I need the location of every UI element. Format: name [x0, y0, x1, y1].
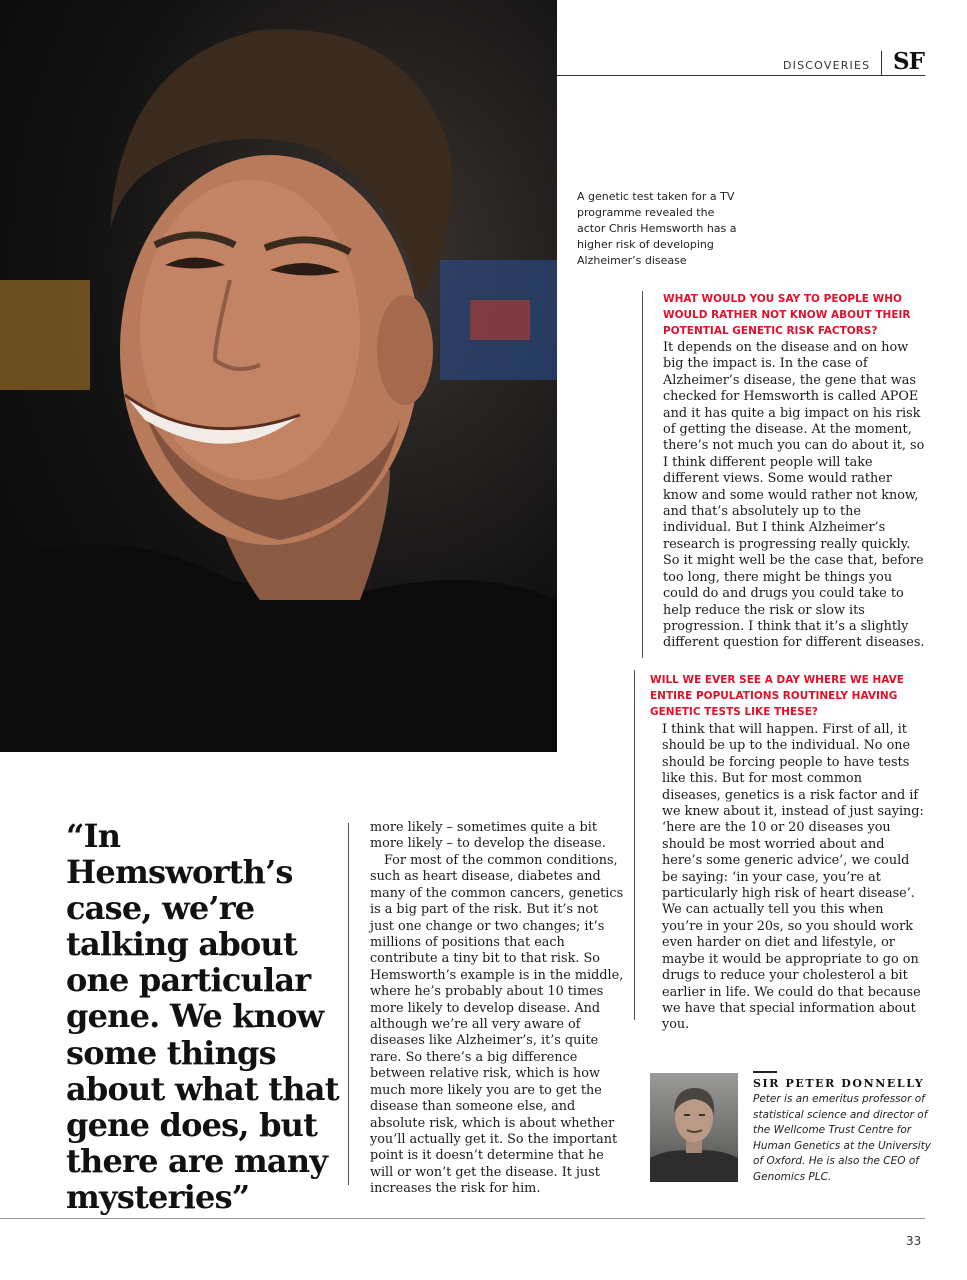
hero-photo	[0, 0, 557, 752]
column-rule-qa2	[634, 670, 635, 1020]
section-label: DISCOVERIES	[783, 59, 871, 72]
bio-rule	[753, 1071, 777, 1073]
qa-answer-2: I think that will happen. First of all, it should be up to the individual. No one should be forcing people to have tests like this. But for most common diseases, genetics is a risk factor and if we knew about it, instead of just saying: ‘here are the 10 or 20 diseases you should be most worried about and here’s some generic advice’, we could be saying: ‘in your case, you’re at particularly high risk of heart disease’. We can actually tell you this when you’re in your 20s, so you should work even harder on diet and lifestyle, or maybe it would be appropriate to go on drugs to reduce your cholesterol a bit earlier in life. We could do that because we have that special information about you.	[662, 722, 924, 1033]
middle-para-1: more likely – sometimes quite a bit more likely – to develop the disease.	[370, 820, 606, 852]
pull-quote: “In Hemsworth’s case, we’re talking about one particular gene. We know some things about what that gene does, but there are many mysteries”	[66, 817, 339, 1216]
header-divider	[881, 51, 882, 75]
qa-question-2: WILL WE EVER SEE A DAY WHERE WE HAVE ENTIRE POPULATIONS ROUTINELY HAVING GENETIC TESTS LIKE THESE?	[650, 674, 904, 718]
magazine-logo: SF	[893, 48, 924, 75]
middle-para-2: For most of the common conditions, such as heart disease, diabetes and many of the common cancers, genetics is a big part of the risk. But it’s not just one change or two changes; it’s millions of positions that each contribute a tiny bit to that risk. So Hemsworth’s example is in the middle, where he’s probably about 10 times more likely to develop disease. And although we’re all very aware of diseases like Alzheimer’s, it’s quite rare. So there’s a big difference between relative risk, which is how much more likely you are to get the disease than someone else, and absolute risk, which is about whether you’ll actually get it. So the important point is it doesn’t determine that he will or won’t get the disease. It just increases the risk for him.	[370, 853, 624, 1197]
page-number: 33	[906, 1234, 922, 1248]
qa-answer-1: It depends on the disease and on how big the impact is. In the case of Alzheimer’s disease, the gene that was checked for Hemsworth is called APOE and it has quite a big impact on his risk of getting the disease. At the moment, there’s not much you can do about it, so I think different people will take different views. Some would rather know and some would rather not know, and that’s absolutely up to the individual. But I think Alzheimer’s research is progressing really quickly. So it might well be the case that, before too long, there might be things you could do and drugs you could take to help reduce the risk or slow its progression. I think that it’s a slightly different question for different diseases.	[663, 340, 925, 651]
photo-caption: A genetic test taken for a TV programme revealed the actor Chris Hemsworth has a higher risk of developing Alzheimer’s disease	[577, 190, 737, 267]
header-rule	[557, 75, 925, 76]
bio-portrait-illustration	[650, 1073, 738, 1182]
bio-name: SIR PETER DONNELLY	[753, 1077, 925, 1090]
column-rule-middle	[348, 823, 349, 1185]
column-rule-qa1	[642, 291, 643, 658]
qa-question-1: WHAT WOULD YOU SAY TO PEOPLE WHO WOULD RATHER NOT KNOW ABOUT THEIR POTENTIAL GENETIC RISK FACTORS?	[663, 293, 911, 337]
bio-portrait	[650, 1073, 738, 1182]
hero-photo-illustration	[0, 0, 557, 752]
bio-description: Peter is an emeritus professor of statistical science and director of the Wellcome Trust Centre for Human Genetics at the University of Oxford. He is also the CEO of Genomics PLC.	[753, 1093, 931, 1183]
footer-rule	[0, 1218, 925, 1219]
